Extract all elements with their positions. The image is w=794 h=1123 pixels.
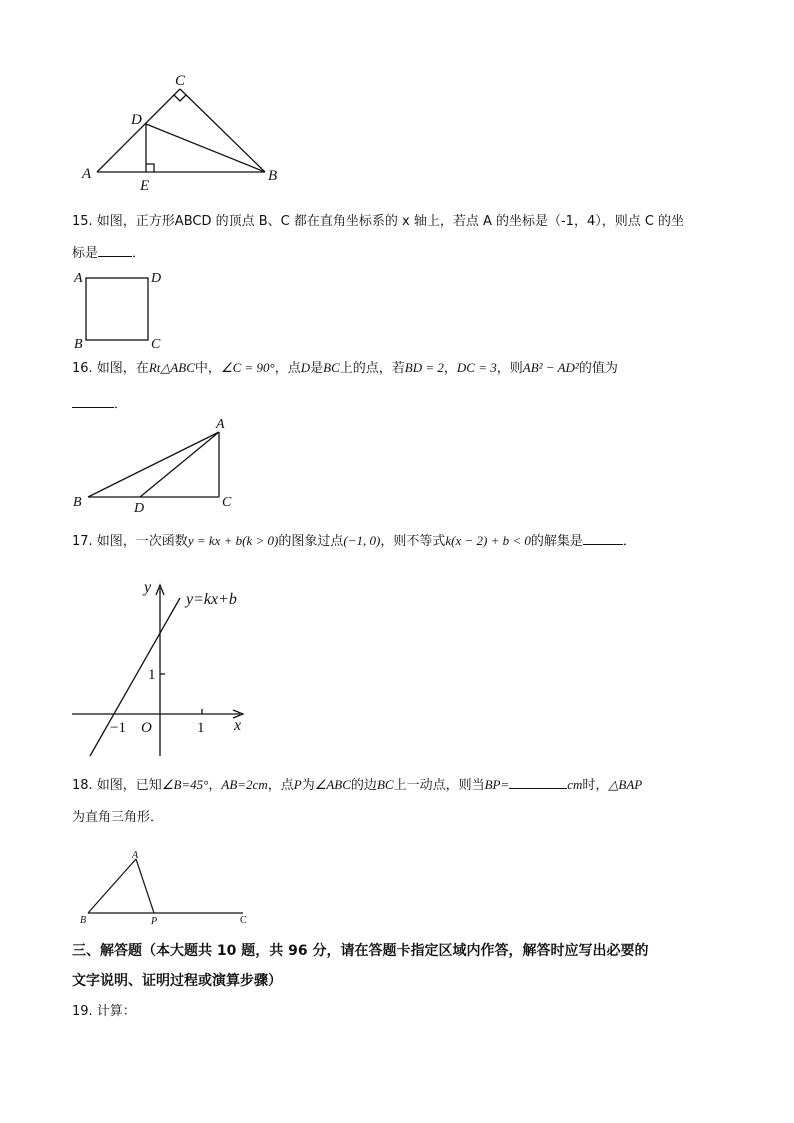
q16-expression: AB² − AD² [522, 360, 579, 375]
q17-text: 17. 如图，一次函数 [72, 534, 188, 549]
label-b: B [268, 168, 278, 184]
tick-x-neg1: −1 [110, 720, 126, 736]
q17-inequality: k(x − 2) + b < 0 [445, 533, 531, 548]
q18-text: ， [208, 778, 222, 793]
q16-text: 中， [194, 361, 221, 376]
section-3-heading [72, 938, 648, 994]
label-d: D [131, 112, 142, 128]
q17-text: 的图象过点 [278, 534, 344, 549]
q18-angle-abc: ∠ABC [314, 777, 351, 792]
label-c: C [175, 73, 186, 89]
label-c: C [240, 915, 247, 926]
q18-text: 18. 如图，已知 [72, 778, 162, 793]
q16-text: 的值为 [578, 361, 618, 376]
q16-triangle: Rt△ABC [148, 360, 195, 375]
section-3-line1: 三、解答题（本大题共 10 题，共 96 分，请在答题卡指定区域内作答，解答时应写出必要的 [72, 943, 649, 959]
q16-text: ， [443, 361, 457, 376]
question-16-line1 [72, 358, 618, 379]
label-a: A [82, 166, 92, 182]
question-19: 19. 计算： [72, 1004, 136, 1019]
label-c: C [151, 337, 161, 352]
q16-angle: ∠C = 90° [220, 360, 275, 375]
label-e: E [140, 178, 150, 194]
q18-triangle: △BAP [608, 777, 643, 792]
answer-blank[interactable] [72, 393, 114, 408]
q18-angle-b: ∠B=45° [161, 777, 209, 792]
label-a: A [74, 271, 83, 286]
q18-unit: cm [567, 777, 583, 792]
q16-text: 16. 如图，在 [72, 361, 149, 376]
question-15-text: 标是 [72, 246, 99, 261]
label-b: B [80, 915, 87, 926]
q16-text: ，点 [274, 361, 301, 376]
label-a: A [132, 850, 139, 861]
q18-text: 的边 [350, 778, 377, 793]
label-d: D [134, 501, 145, 516]
q16-dc: DC = 3 [456, 360, 497, 375]
question-18-line2: 为直角三角形． [72, 810, 164, 825]
question-16 [72, 358, 618, 415]
question-18 [72, 774, 642, 828]
q16-end: ． [114, 397, 128, 412]
tick-x-1: 1 [197, 720, 205, 736]
label-b: B [74, 337, 83, 352]
q16-text: ，则 [496, 361, 523, 376]
question-15-end: ． [132, 246, 146, 261]
label-d: D [151, 271, 162, 286]
q18-text: ，点 [267, 778, 294, 793]
question-16-line2 [72, 393, 618, 415]
q18-bp: BP= [484, 777, 510, 792]
line-label: y=kx+b [186, 591, 237, 608]
axis-x-label: x [234, 717, 242, 734]
q18-bc: BC [376, 777, 394, 792]
q17-text: 的解集是 [530, 534, 583, 549]
q17-end: ． [622, 534, 636, 549]
answer-blank[interactable] [509, 774, 567, 789]
q16-point-d: D [300, 360, 311, 375]
label-a: A [216, 417, 225, 432]
origin-label: O [141, 720, 152, 736]
question-15 [72, 212, 684, 264]
q18-point-p: P [293, 777, 302, 792]
label-c: C [222, 495, 232, 510]
section-3-line2: 文字说明、证明过程或演算步骤） [72, 973, 282, 989]
tick-y-1: 1 [148, 667, 156, 683]
q17-function: y = kx + b(k > 0) [187, 533, 279, 548]
question-18-line1 [72, 774, 642, 796]
answer-blank[interactable] [98, 242, 132, 257]
q16-bd: BD = 2 [404, 360, 444, 375]
question-15-line2 [72, 242, 684, 264]
q18-text: 上一动点，则当 [393, 778, 485, 793]
q17-point: (−1, 0) [343, 533, 381, 548]
question-15-line1: 15. 如图，正方形ABCD 的顶点 B、C 都在直角坐标系的 x 轴上，若点 A 的坐标是（-1，4），则点 C 的坐 [72, 214, 685, 229]
q18-text: 时， [582, 778, 609, 793]
q16-text: 是 [310, 361, 324, 376]
q18-ab: AB=2cm [221, 777, 268, 792]
question-17 [72, 530, 636, 552]
answer-blank[interactable] [583, 530, 623, 545]
q16-bc: BC [323, 360, 340, 375]
label-b: B [73, 495, 82, 510]
q16-text: 上的点，若 [339, 361, 405, 376]
axis-y-label: y [144, 579, 152, 596]
label-p: P [151, 916, 158, 927]
q18-text: 为 [301, 778, 315, 793]
q17-text: ，则不等式 [380, 534, 446, 549]
